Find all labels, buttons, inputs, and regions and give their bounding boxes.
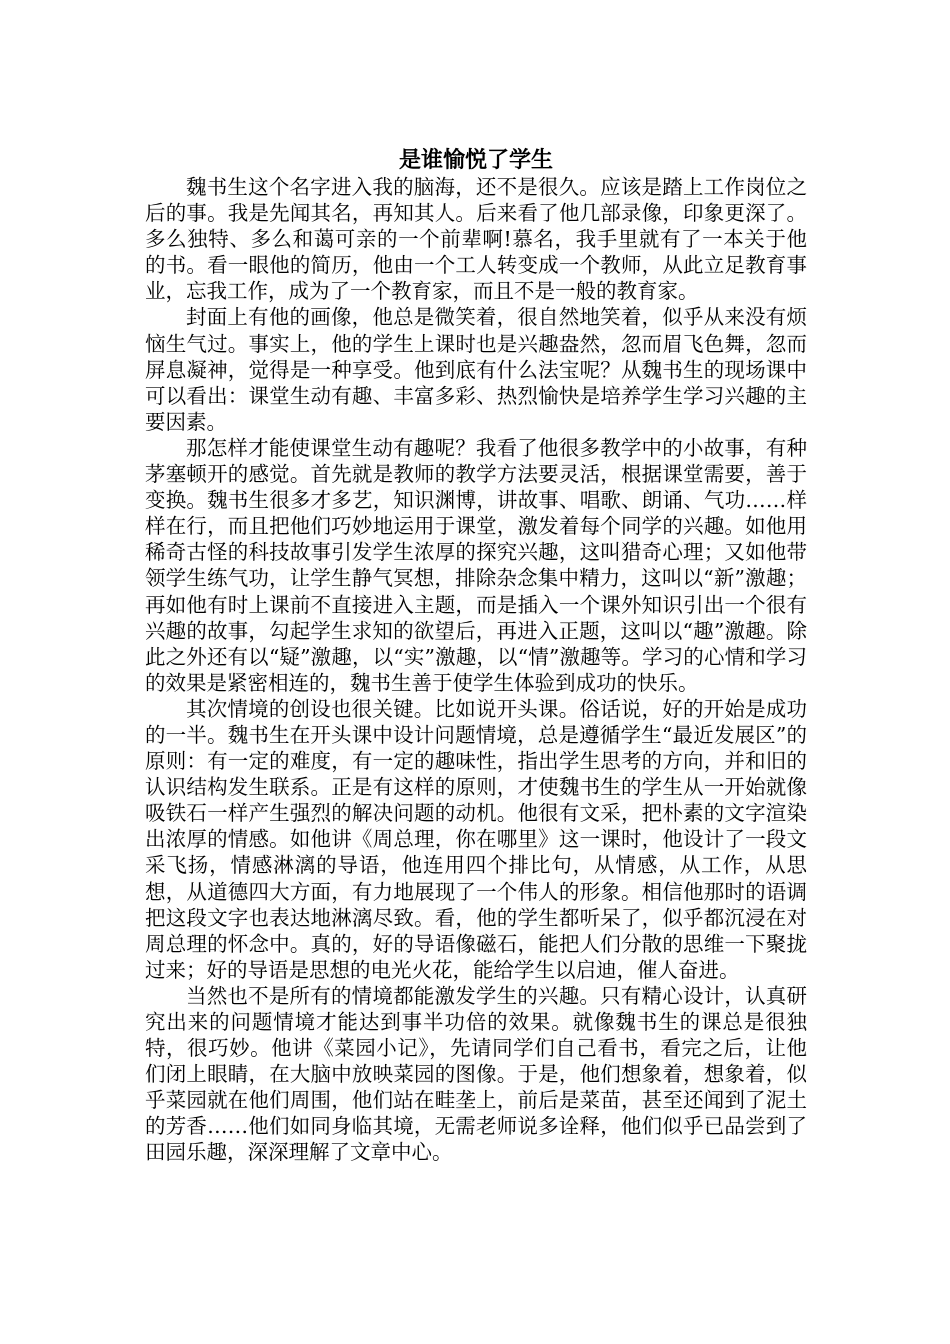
paragraph-3: 那怎样才能使课堂生动有趣呢？我看了他很多教学中的小故事，有种茅塞顿开的感觉。首先就是教师的教学方法要灵活，根据课堂需要，善于变换。魏书生很多才多艺，知识渊博，讲故事、唱歌、朗诵、气功……样样在行，而且把他们巧妙地运用于课堂，激发着每个同学的兴趣。如他用稀奇古怪的科技故事引发学生浓厚的探究兴趣，这叫猎奇心理；又如他带领学生练气功，让学生静气冥想，排除杂念集中精力，这叫以“新”激趣；再如他有时上课前不直接进入主题，而是插入一个课外知识引出一个很有兴趣的故事，勾起学生求知的欲望后，再进入正题，这叫以“趣”激趣。除此之外还有以“疑”激趣，以“实”激趣，以“情”激趣等。学习的心情和学习的效果是紧密相连的，魏书生善于使学生体验到成功的快乐。 [145,435,807,695]
paragraph-4: 其次情境的创设也很关键。比如说开头课。俗话说，好的开始是成功的一半。魏书生在开头课中设计问题情境，总是遵循学生“最近发展区”的原则：有一定的难度，有一定的趣味性，指出学生思考的方向，并和旧的认识结构发生联系。正是有这样的原则，才使魏书生的学生从一开始就像吸铁石一样产生强烈的解决问题的动机。他很有文采，把朴素的文字渲染出浓厚的情感。如他讲《周总理，你在哪里》这一课时，他设计了一段文采飞扬，情感淋漓的导语，他连用四个排比句，从情感，从工作，从思想，从道德四大方面，有力地展现了一个伟人的形象。相信他那时的语调把这段文字也表达地淋漓尽致。看，他的学生都听呆了，似乎都沉浸在对周总理的怀念中。真的，好的导语像磁石，能把人们分散的思维一下聚拢过来；好的导语是思想的电光火花，能给学生以启迪，催人奋进。 [145,696,807,982]
document-title: 是谁愉悦了学生 [398,147,553,173]
paragraph-1: 魏书生这个名字进入我的脑海，还不是很久。应该是踏上工作岗位之后的事。我是先闻其名，再知其人。后来看了他几部录像，印象更深了。多么独特、多么和蔼可亲的一个前辈啊!慕名，我手里就有了一本关于他的书。看一眼他的简历，他由一个工人转变成一个教师，从此立足教育事业，忘我工作，成为了一个教育家，而且不是一般的教育家。 [145,175,807,304]
document-page [145,146,807,1166]
paragraph-5: 当然也不是所有的情境都能激发学生的兴趣。只有精心设计，认真研究出来的问题情境才能达到事半功倍的效果。就像魏书生的课总是很独特，很巧妙。他讲《菜园小记》，先请同学们自己看书，看完之后，让他们闭上眼睛，在大脑中放映菜园的图像。于是，他们想象着，想象着，似乎菜园就在他们周围，他们站在畦垄上，前后是菜苗，甚至还闻到了泥土的芳香……他们如同身临其境，无需老师说多诠释，他们似乎已品尝到了田园乐趣，深深理解了文章中心。 [145,983,807,1165]
paragraph-2: 封面上有他的画像，他总是微笑着，很自然地笑着，似乎从来没有烦恼生气过。事实上，他的学生上课时也是兴趣盎然，忽而眉飞色舞，忽而屏息凝神，觉得是一种享受。他到底有什么法宝呢？从魏书生的现场课中可以看出：课堂生动有趣、丰富多彩、热烈愉快是培养学生学习兴趣的主要因素。 [145,305,807,434]
